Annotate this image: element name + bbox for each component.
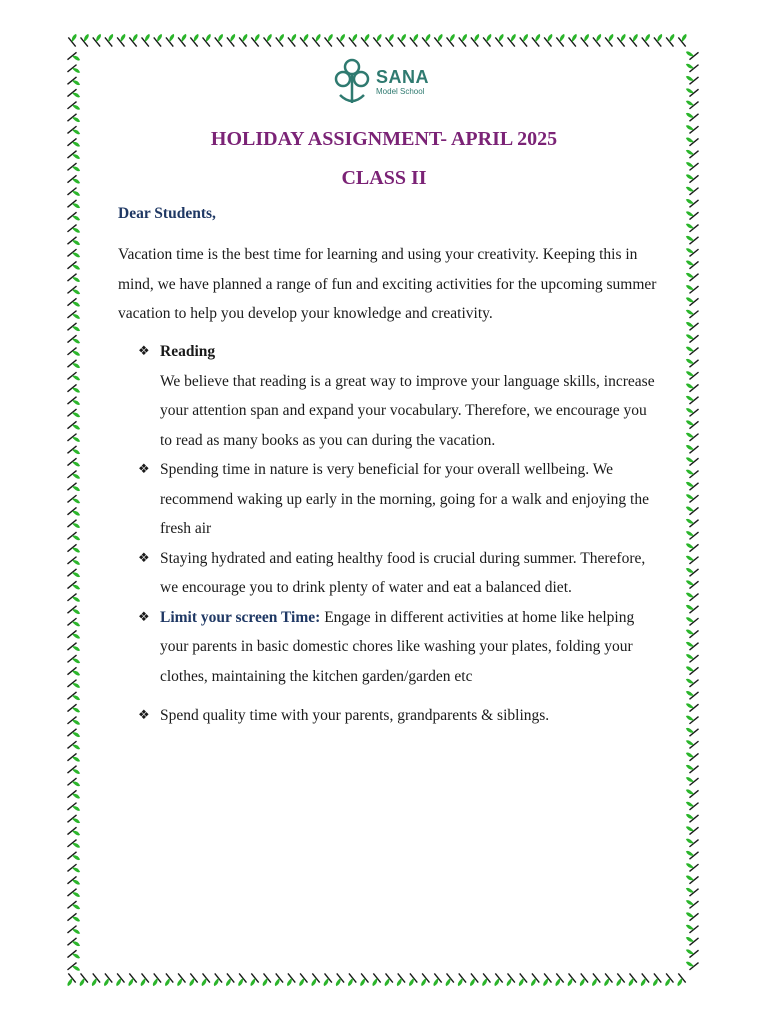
vine-leaf-icon: [67, 333, 82, 347]
vine-leaf-icon: [684, 61, 699, 75]
vine-leaf-icon: [684, 860, 699, 874]
vine-leaf-icon: [67, 702, 82, 716]
vine-leaf-icon: [359, 32, 373, 47]
vine-leaf-icon: [516, 973, 530, 988]
vine-leaf-icon: [684, 639, 699, 653]
vine-leaf-icon: [188, 32, 202, 47]
vine-leaf-icon: [67, 222, 82, 236]
vine-leaf-icon: [467, 973, 481, 988]
vine-leaf-icon: [67, 112, 82, 126]
bullet-text: We believe that reading is a great way to improve your language skills, increase your attention span and expand your vocabulary. Therefore, we encourage you to read as many books as you can during the vacation.: [160, 372, 655, 449]
vine-leaf-icon: [615, 32, 629, 47]
vine-leaf-icon: [261, 32, 275, 47]
vine-leaf-icon: [684, 466, 699, 480]
vine-leaf-icon: [684, 553, 699, 567]
vine-leaf-icon: [67, 505, 82, 519]
bullet-icon: ❖: [138, 609, 150, 625]
vine-leaf-icon: [371, 32, 385, 47]
vine-leaf-icon: [540, 973, 554, 988]
vine-leaf-icon: [67, 751, 82, 765]
list-item-hydration: [138, 544, 658, 603]
vine-leaf-icon: [76, 973, 90, 988]
school-logo: [334, 56, 429, 108]
vine-leaf-icon: [125, 973, 139, 988]
vine-leaf-icon: [211, 973, 225, 988]
vine-leaf-icon: [225, 32, 239, 47]
vine-leaf-icon: [67, 284, 82, 298]
vine-leaf-icon: [272, 973, 286, 988]
class-label: CLASS II: [341, 167, 427, 189]
vine-leaf-icon: [684, 233, 699, 247]
vine-leaf-icon: [67, 395, 82, 409]
vine-leaf-icon: [684, 220, 699, 234]
vine-leaf-icon: [457, 32, 471, 47]
vine-leaf-icon: [67, 321, 82, 335]
vine-leaf-icon: [684, 257, 699, 271]
vine-leaf-icon: [684, 380, 699, 394]
vine-leaf-icon: [286, 32, 300, 47]
vine-leaf-icon: [684, 503, 699, 517]
vine-leaf-icon: [67, 259, 82, 273]
vine-leaf-icon: [469, 32, 483, 47]
clover-anchor-icon: [334, 57, 370, 107]
vine-leaf-icon: [684, 442, 699, 456]
vine-leaf-icon: [67, 210, 82, 224]
vine-leaf-icon: [479, 973, 493, 988]
vine-leaf-icon: [684, 602, 699, 616]
vine-leaf-icon: [115, 32, 129, 47]
bullet-title: Reading: [160, 343, 216, 360]
vine-leaf-icon: [684, 356, 699, 370]
vine-leaf-icon: [589, 973, 603, 988]
vine-leaf-icon: [684, 331, 699, 345]
vine-leaf-icon: [442, 973, 456, 988]
vine-leaf-icon: [67, 862, 82, 876]
bullet-icon: ❖: [138, 550, 150, 566]
bullet-title: Limit your screen Time:: [160, 608, 321, 626]
vine-leaf-icon: [162, 973, 176, 988]
vine-leaf-icon: [650, 973, 664, 988]
vine-leaf-icon: [67, 567, 82, 581]
vine-leaf-icon: [67, 727, 82, 741]
vine-leaf-icon: [347, 32, 361, 47]
vine-leaf-icon: [493, 32, 507, 47]
vine-leaf-icon: [554, 32, 568, 47]
vine-leaf-icon: [684, 651, 699, 665]
vine-leaf-icon: [528, 973, 542, 988]
vine-leaf-icon: [67, 198, 82, 212]
vine-leaf-icon: [67, 99, 82, 113]
vine-leaf-icon: [684, 589, 699, 603]
vine-leaf-icon: [640, 32, 654, 47]
vine-leaf-icon: [186, 973, 200, 988]
bullet-icon: ❖: [138, 462, 150, 477]
vine-leaf-icon: [684, 848, 699, 862]
vine-leaf-icon: [684, 626, 699, 640]
vine-leaf-icon: [67, 235, 82, 249]
vine-leaf-icon: [684, 565, 699, 579]
vine-leaf-icon: [137, 973, 151, 988]
vine-leaf-icon: [67, 50, 82, 64]
vine-leaf-icon: [67, 481, 82, 495]
vine-leaf-icon: [601, 973, 615, 988]
vine-leaf-icon: [89, 973, 103, 988]
vine-leaf-icon: [684, 540, 699, 554]
vine-leaf-icon: [577, 973, 591, 988]
vine-leaf-icon: [67, 468, 82, 482]
vine-leaf-icon: [320, 973, 334, 988]
vine-leaf-icon: [67, 407, 82, 421]
vine-leaf-icon: [684, 885, 699, 899]
vine-leaf-icon: [406, 973, 420, 988]
vine-leaf-icon: [101, 973, 115, 988]
vine-leaf-icon: [67, 296, 82, 310]
vine-leaf-icon: [625, 973, 639, 988]
vine-leaf-icon: [67, 555, 82, 569]
vine-leaf-icon: [455, 973, 469, 988]
vine-leaf-icon: [310, 32, 324, 47]
vine-leaf-icon: [684, 491, 699, 505]
vine-leaf-icon: [430, 973, 444, 988]
vine-leaf-icon: [684, 208, 699, 222]
vine-leaf-icon: [67, 911, 82, 925]
vine-leaf-icon: [503, 973, 517, 988]
vine-leaf-icon: [684, 479, 699, 493]
vine-leaf-icon: [113, 973, 127, 988]
vine-leaf-icon: [505, 32, 519, 47]
bullet-text: Engage in different activities at home like helping your parents in basic domestic chores like washing your plates, folding your clothes, maintaining the kitchen garden/garden etc: [160, 608, 635, 685]
vine-leaf-icon: [684, 319, 699, 333]
vine-leaf-icon: [67, 776, 82, 790]
list-item-screen-time: [138, 603, 658, 692]
vine-leaf-icon: [684, 946, 699, 960]
bullet-text: Staying hydrated and eating healthy food is crucial during summer. Therefore, we encourage you to drink plenty of water and eat a balanced diet.: [160, 549, 646, 596]
vine-leaf-icon: [296, 973, 310, 988]
vine-leaf-icon: [274, 32, 288, 47]
vine-leaf-icon: [564, 973, 578, 988]
vine-leaf-icon: [684, 897, 699, 911]
bullet-text: Spend quality time with your parents, grandparents & siblings.: [160, 707, 550, 724]
vine-leaf-icon: [67, 837, 82, 851]
vine-leaf-icon: [284, 973, 298, 988]
vine-leaf-icon: [684, 85, 699, 99]
vine-leaf-icon: [684, 48, 699, 62]
logo-name: SANA: [376, 67, 430, 87]
vine-leaf-icon: [684, 712, 699, 726]
vine-leaf-icon: [67, 653, 82, 667]
vine-leaf-icon: [67, 419, 82, 433]
vine-leaf-icon: [684, 922, 699, 936]
vine-leaf-icon: [223, 973, 237, 988]
vine-leaf-icon: [394, 973, 408, 988]
vine-leaf-icon: [67, 309, 82, 323]
vine-leaf-icon: [67, 960, 82, 974]
vine-leaf-icon: [566, 32, 580, 47]
vine-leaf-icon: [684, 73, 699, 87]
vine-leaf-icon: [684, 368, 699, 382]
vine-leaf-icon: [684, 786, 699, 800]
vine-leaf-icon: [67, 530, 82, 544]
vine-leaf-icon: [684, 454, 699, 468]
vine-leaf-icon: [67, 579, 82, 593]
vine-leaf-icon: [139, 32, 153, 47]
vine-leaf-icon: [322, 32, 336, 47]
vine-leaf-icon: [432, 32, 446, 47]
vine-leaf-icon: [684, 823, 699, 837]
vine-leaf-icon: [176, 32, 190, 47]
activity-list: [138, 337, 658, 731]
vine-leaf-icon: [491, 973, 505, 988]
vine-leaf-icon: [308, 973, 322, 988]
bullet-text: Spending time in nature is very beneficial for your overall wellbeing. We recommend waking up early in the morning, going for a walk and enjoying the fresh air: [160, 461, 649, 537]
vine-leaf-icon: [67, 358, 82, 372]
vine-leaf-icon: [684, 110, 699, 124]
vine-leaf-icon: [638, 973, 652, 988]
vine-leaf-icon: [150, 973, 164, 988]
vine-leaf-icon: [684, 811, 699, 825]
vine-leaf-icon: [652, 32, 666, 47]
vine-leaf-icon: [67, 247, 82, 261]
page-title: HOLIDAY ASSIGNMENT- APRIL 2025: [210, 128, 558, 150]
vine-leaf-icon: [67, 936, 82, 950]
vine-leaf-icon: [603, 32, 617, 47]
vine-leaf-icon: [67, 764, 82, 778]
vine-leaf-icon: [67, 739, 82, 753]
vine-leaf-icon: [67, 899, 82, 913]
list-item-nature: [138, 455, 658, 544]
vine-leaf-icon: [684, 835, 699, 849]
vine-leaf-icon: [684, 417, 699, 431]
vine-leaf-icon: [518, 32, 532, 47]
vine-leaf-icon: [67, 665, 82, 679]
vine-leaf-icon: [481, 32, 495, 47]
vine-leaf-icon: [67, 714, 82, 728]
vine-leaf-icon: [67, 432, 82, 446]
vine-leaf-icon: [174, 973, 188, 988]
vine-leaf-icon: [67, 370, 82, 384]
logo-subtitle: Model School: [376, 87, 425, 96]
vine-leaf-icon: [357, 973, 371, 988]
vine-leaf-icon: [259, 973, 273, 988]
vine-leaf-icon: [198, 973, 212, 988]
vine-leaf-icon: [662, 973, 676, 988]
vine-leaf-icon: [369, 973, 383, 988]
vine-leaf-icon: [67, 850, 82, 864]
vine-leaf-icon: [67, 924, 82, 938]
bullet-icon: ❖: [138, 708, 150, 723]
vine-leaf-icon: [381, 973, 395, 988]
vine-leaf-icon: [684, 934, 699, 948]
vine-leaf-icon: [67, 604, 82, 618]
vine-leaf-icon: [67, 87, 82, 101]
vine-leaf-icon: [67, 690, 82, 704]
vine-leaf-icon: [613, 973, 627, 988]
vine-leaf-icon: [237, 32, 251, 47]
vine-leaf-icon: [213, 32, 227, 47]
vine-leaf-icon: [684, 516, 699, 530]
vine-leaf-icon: [67, 444, 82, 458]
vine-leaf-icon: [249, 32, 263, 47]
vine-leaf-icon: [684, 393, 699, 407]
vine-leaf-icon: [200, 32, 214, 47]
vine-leaf-icon: [67, 628, 82, 642]
vine-leaf-icon: [627, 32, 641, 47]
vine-leaf-icon: [684, 614, 699, 628]
vine-leaf-icon: [420, 32, 434, 47]
list-item-family: [138, 701, 658, 731]
vine-leaf-icon: [67, 678, 82, 692]
vine-leaf-icon: [684, 307, 699, 321]
intro-paragraph: Vacation time is the best time for learning and using your creativity. Keeping this in mind, we have planned a range of fun and exciting activities for the upcoming summer vacation to help you develop your knowledge and creativity.: [118, 246, 657, 322]
vine-leaf-icon: [335, 32, 349, 47]
greeting: Dear Students,: [118, 205, 216, 222]
vine-leaf-icon: [591, 32, 605, 47]
vine-leaf-icon: [247, 973, 261, 988]
vine-leaf-icon: [684, 774, 699, 788]
vine-leaf-icon: [664, 32, 678, 47]
vine-leaf-icon: [444, 32, 458, 47]
vine-leaf-icon: [684, 294, 699, 308]
vine-leaf-icon: [684, 872, 699, 886]
vine-leaf-icon: [684, 799, 699, 813]
vine-leaf-icon: [103, 32, 117, 47]
vine-leaf-icon: [530, 32, 544, 47]
vine-leaf-icon: [418, 973, 432, 988]
vine-leaf-icon: [67, 518, 82, 532]
vine-leaf-icon: [676, 32, 690, 47]
vine-leaf-icon: [579, 32, 593, 47]
vine-leaf-icon: [684, 909, 699, 923]
vine-leaf-icon: [67, 63, 82, 77]
bullet-icon: ❖: [138, 344, 150, 359]
vine-leaf-icon: [127, 32, 141, 47]
vine-leaf-icon: [396, 32, 410, 47]
vine-leaf-icon: [684, 97, 699, 111]
vine-leaf-icon: [684, 196, 699, 210]
vine-leaf-icon: [91, 32, 105, 47]
vine-leaf-icon: [684, 688, 699, 702]
vine-leaf-icon: [684, 343, 699, 357]
list-item-reading: [138, 337, 658, 455]
vine-leaf-icon: [684, 282, 699, 296]
vine-leaf-icon: [164, 32, 178, 47]
vine-leaf-icon: [66, 32, 80, 47]
vine-leaf-icon: [684, 528, 699, 542]
vine-leaf-icon: [67, 813, 82, 827]
vine-leaf-icon: [67, 591, 82, 605]
vine-leaf-icon: [552, 973, 566, 988]
vine-leaf-icon: [67, 874, 82, 888]
vine-leaf-icon: [298, 32, 312, 47]
vine-leaf-icon: [383, 32, 397, 47]
vine-leaf-icon: [684, 270, 699, 284]
vine-leaf-icon: [67, 641, 82, 655]
vine-leaf-icon: [152, 32, 166, 47]
vine-leaf-icon: [684, 577, 699, 591]
vine-leaf-icon: [684, 245, 699, 259]
vine-leaf-icon: [78, 32, 92, 47]
vine-leaf-icon: [684, 700, 699, 714]
vine-leaf-icon: [67, 345, 82, 359]
vine-leaf-icon: [542, 32, 556, 47]
vine-leaf-icon: [67, 542, 82, 556]
vine-leaf-icon: [684, 663, 699, 677]
vine-leaf-icon: [684, 737, 699, 751]
vine-leaf-icon: [684, 762, 699, 776]
vine-leaf-icon: [333, 973, 347, 988]
vine-leaf-icon: [67, 382, 82, 396]
vine-leaf-icon: [67, 788, 82, 802]
vine-leaf-icon: [67, 887, 82, 901]
vine-leaf-icon: [67, 616, 82, 630]
vine-leaf-icon: [408, 32, 422, 47]
vine-leaf-icon: [345, 973, 359, 988]
vine-leaf-icon: [684, 725, 699, 739]
vine-leaf-icon: [64, 973, 78, 988]
vine-leaf-icon: [67, 825, 82, 839]
vine-leaf-icon: [684, 676, 699, 690]
vine-leaf-icon: [684, 405, 699, 419]
vine-leaf-icon: [67, 272, 82, 286]
vine-leaf-icon: [235, 973, 249, 988]
vine-leaf-icon: [67, 75, 82, 89]
vine-leaf-icon: [67, 456, 82, 470]
vine-leaf-icon: [674, 973, 688, 988]
vine-leaf-icon: [684, 749, 699, 763]
vine-leaf-icon: [67, 948, 82, 962]
vine-leaf-icon: [684, 430, 699, 444]
vine-leaf-icon: [684, 958, 699, 972]
vine-leaf-icon: [67, 493, 82, 507]
vine-leaf-icon: [67, 801, 82, 815]
